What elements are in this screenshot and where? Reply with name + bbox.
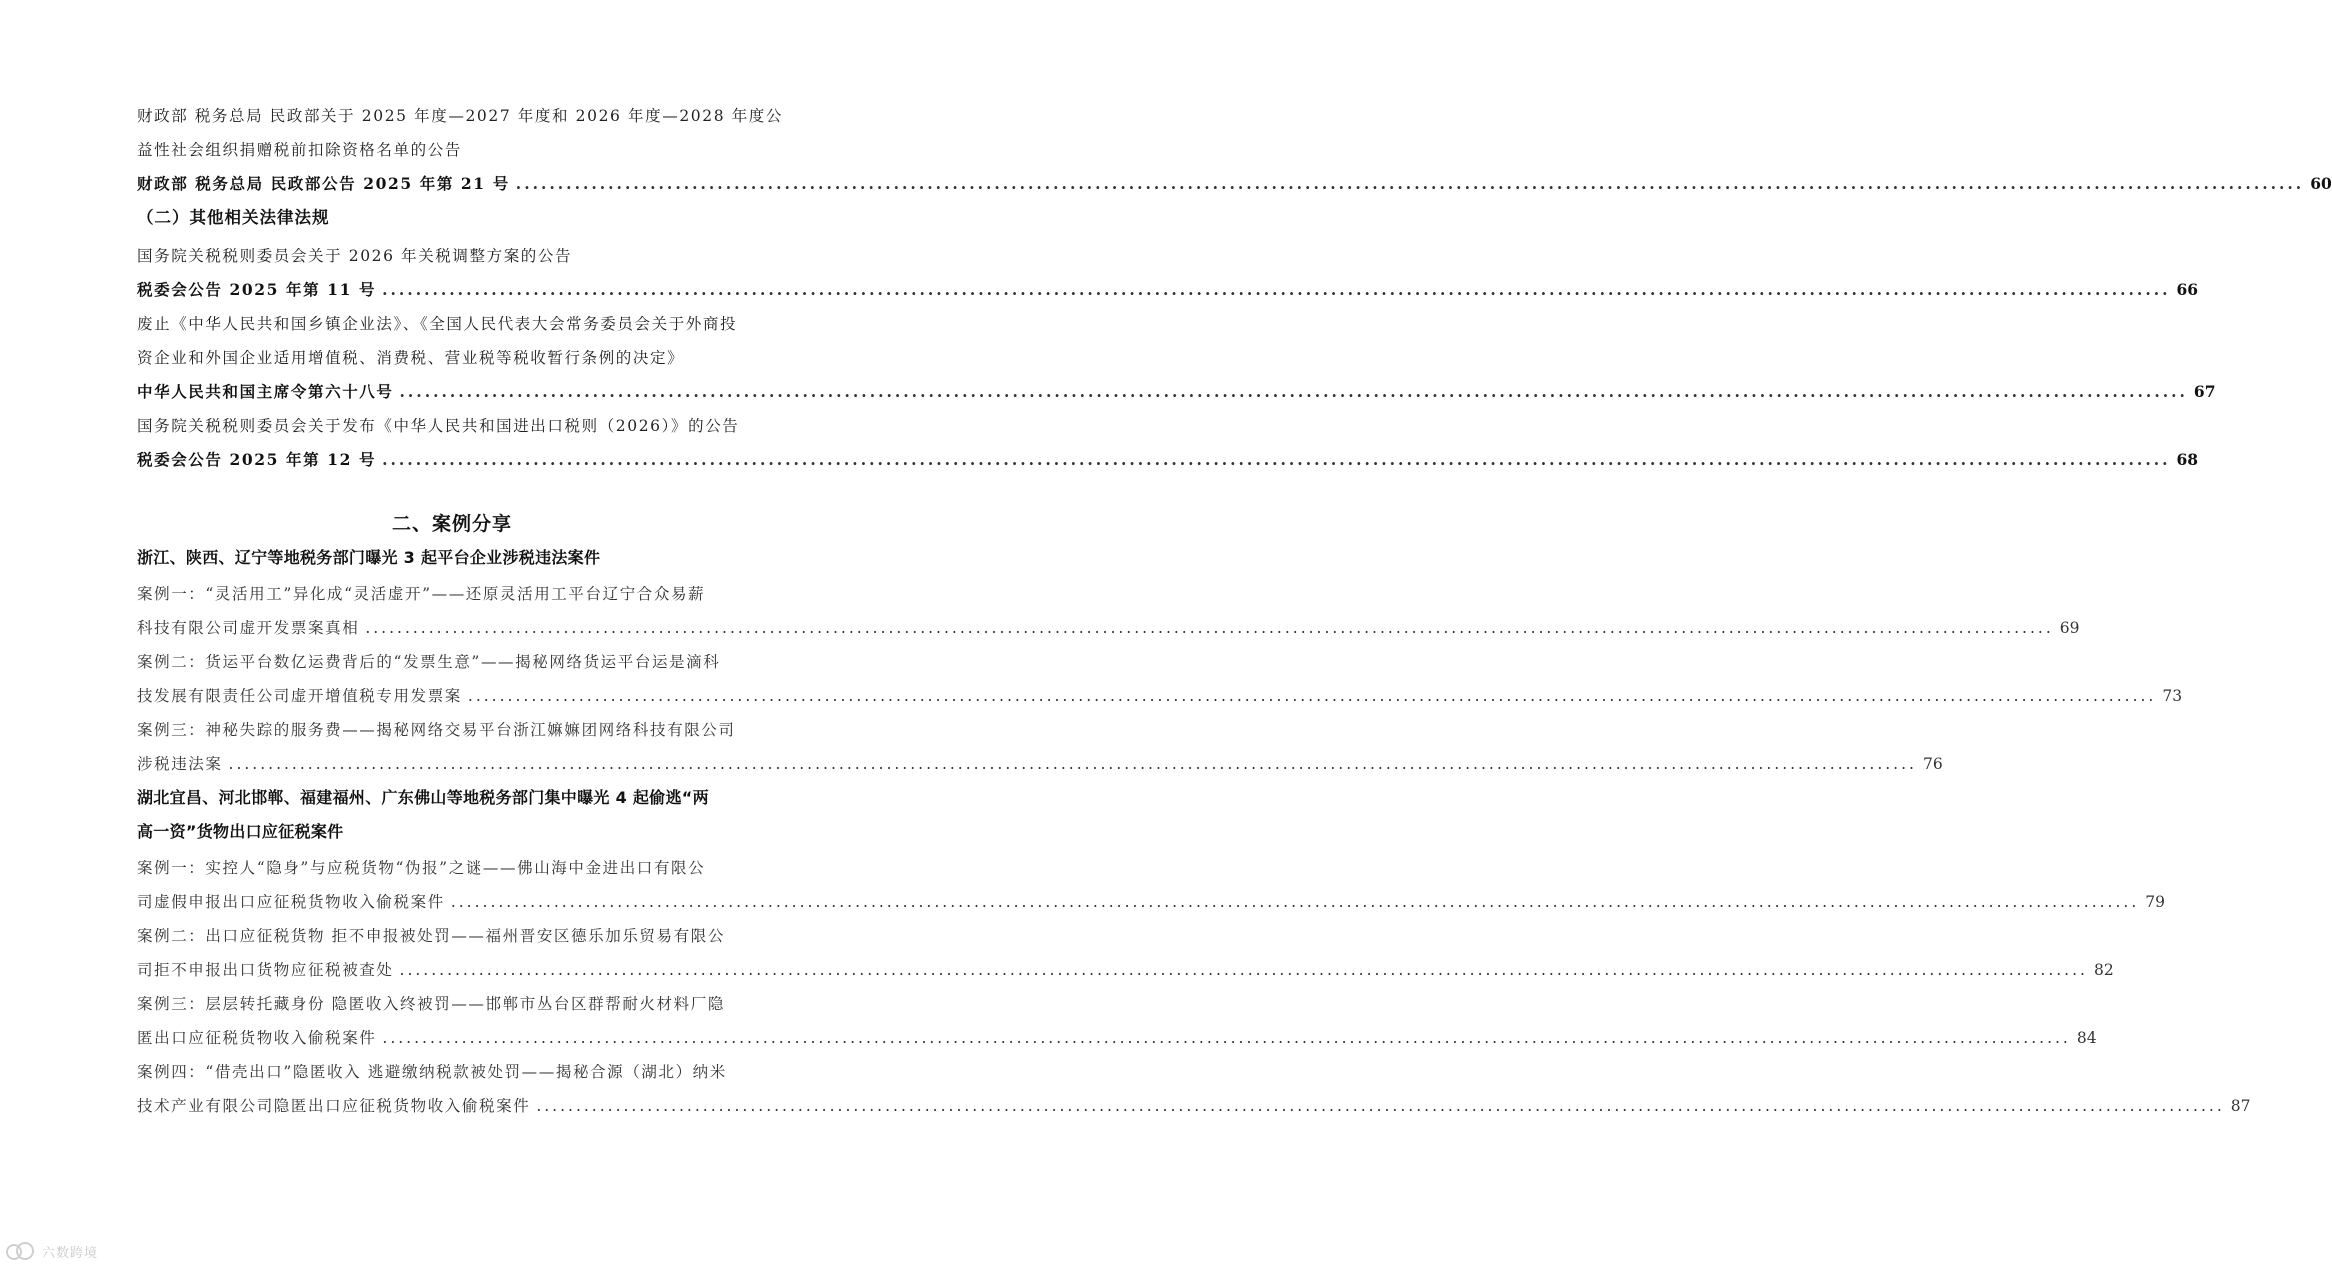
case-title-tail	[137, 1026, 2097, 1050]
case-title-text: 司拒不申报出口货物应征税被查处	[137, 961, 394, 979]
case-entry[interactable]	[137, 1060, 2251, 1118]
case-title: 案例一：实控人“隐身”与应税货物“伪报”之谜——佛山海中金进出口有限公	[137, 859, 706, 877]
page-number: 79	[2145, 893, 2165, 911]
case-title: 案例一：“灵活用工”异化成“灵活虚开”——还原灵活用工平台辽宁合众易薪	[137, 585, 706, 603]
case-group-title: 湖北宜昌、河北邯郸、福建福州、广东佛山等地税务部门集中曝光 4 起偷逃“两	[137, 788, 709, 807]
toc-entry-reference	[137, 380, 2216, 404]
case-title: 案例三：神秘失踪的服务费——揭秘网络交易平台浙江嫲嫲团网络科技有限公司	[137, 721, 736, 739]
watermark-logo-icon	[6, 1240, 36, 1262]
case-entry[interactable]	[137, 856, 2165, 914]
leader-dots: .....................................................................................................................................................................................................................	[399, 961, 2088, 979]
page-number: 76	[1922, 755, 1943, 773]
reference-text: 中华人民共和国主席令第六十八号	[137, 382, 394, 401]
leader-dots: .....................................................................................................................................................................................................................	[467, 687, 2157, 705]
case-entry[interactable]	[137, 582, 2080, 640]
case-title: 案例三：层层转托藏身份 隐匿收入终被罚——邯郸市丛台区群帮耐火材料厂隐	[137, 995, 725, 1013]
page-number: 67	[2193, 382, 2216, 401]
case-title-text: 匿出口应征税货物收入偷税案件	[137, 1029, 377, 1047]
toc-entry-title: 国务院关税税则委员会关于 2026 年关税调整方案的公告	[137, 247, 573, 265]
reference-text: 财政部 税务总局 民政部公告 2025 年第 21 号	[137, 174, 510, 193]
leader-dots: .....................................................................................................................................................................................................................	[382, 450, 2171, 469]
toc-entry-title: 益性社会组织捐赠税前扣除资格名单的公告	[137, 141, 462, 159]
case-title-tail	[137, 616, 2080, 640]
case-title-tail	[137, 1094, 2251, 1118]
page-number: 69	[2059, 619, 2080, 637]
page-number: 68	[2176, 450, 2199, 469]
leader-dots: .....................................................................................................................................................................................................................	[382, 280, 2171, 299]
page-number: 87	[2230, 1097, 2251, 1115]
watermark-text: 六数跨境	[42, 1245, 99, 1261]
toc-entry-reference	[137, 278, 2199, 302]
toc-entry-title: 资企业和外国企业适用增值税、消费税、营业税等税收暂行条例的决定》	[137, 349, 685, 367]
leader-dots: .....................................................................................................................................................................................................................	[382, 1029, 2071, 1047]
toc-entry[interactable]	[137, 104, 2332, 196]
watermark	[6, 1240, 98, 1262]
page-number: 73	[2162, 687, 2183, 705]
case-entry[interactable]	[137, 718, 1943, 776]
toc-entry-title: 财政部 税务总局 民政部关于 2025 年度—2027 年度和 2026 年度—2028 年度公	[137, 107, 784, 125]
case-entry[interactable]	[137, 650, 2183, 708]
case-title: 案例二：出口应征税货物 拒不申报被处罚——福州晋安区德乐加乐贸易有限公	[137, 927, 725, 945]
case-title: 案例二：货运平台数亿运费背后的“发票生意”——揭秘网络货运平台运是滴科	[137, 653, 721, 671]
reference-text: 税委会公告 2025 年第 12 号	[137, 450, 377, 469]
page-number: 66	[2176, 280, 2199, 299]
case-entry[interactable]	[137, 992, 2097, 1050]
case-title-text: 科技有限公司虚开发票案真相	[137, 619, 360, 637]
toc-entry[interactable]	[137, 312, 2216, 404]
page-number: 82	[2093, 961, 2114, 979]
case-title-text: 技术产业有限公司隐匿出口应征税货物收入偷税案件	[137, 1097, 531, 1115]
section-heading: 二、案例分享	[391, 513, 512, 535]
case-title: 案例四：“借壳出口”隐匿收入 逃避缴纳税款被处罚——揭秘合源（湖北）纳米	[137, 1063, 727, 1081]
toc-entry-title: 废止《中华人民共和国乡镇企业法》、《全国人民代表大会常务委员会关于外商投	[137, 315, 738, 333]
leader-dots: .....................................................................................................................................................................................................................	[365, 619, 2054, 637]
case-title-text: 技发展有限责任公司虚开增值税专用发票案	[137, 687, 462, 705]
reference-text: 税委会公告 2025 年第 11 号	[137, 280, 377, 299]
toc-entry[interactable]	[137, 244, 2199, 302]
toc-entry-reference	[137, 172, 2332, 196]
case-title-tail	[137, 890, 2165, 914]
page-number: 84	[2076, 1029, 2097, 1047]
case-title-text: 涉税违法案	[137, 755, 223, 773]
case-title-tail	[137, 684, 2183, 708]
case-group-title-continued: 高一资”货物出口应征税案件	[137, 822, 344, 841]
toc-entry[interactable]	[137, 414, 2199, 472]
toc-entry-reference	[137, 448, 2199, 472]
case-group-title: 浙江、陕西、辽宁等地税务部门曝光 3 起平台企业涉税违法案件	[137, 548, 601, 567]
leader-dots: .....................................................................................................................................................................................................................	[399, 382, 2188, 401]
toc-entry-title: 国务院关税税则委员会关于发布《中华人民共和国进出口税则（2026）》的公告	[137, 417, 740, 435]
case-entry[interactable]	[137, 924, 2114, 982]
case-title-tail	[137, 958, 2114, 982]
leader-dots: .....................................................................................................................................................................................................................	[450, 893, 2140, 911]
leader-dots: .....................................................................................................................................................................................................................	[515, 174, 2305, 193]
subsection-heading: （二）其他相关法律法规	[137, 208, 330, 227]
leader-dots: .....................................................................................................................................................................................................................	[228, 755, 1917, 773]
case-title-text: 司虚假申报出口应征税货物收入偷税案件	[137, 893, 445, 911]
table-of-contents	[137, 104, 2332, 1128]
page-number: 60	[2310, 174, 2332, 193]
leader-dots: .....................................................................................................................................................................................................................	[536, 1097, 2225, 1115]
case-title-tail	[137, 752, 1943, 776]
